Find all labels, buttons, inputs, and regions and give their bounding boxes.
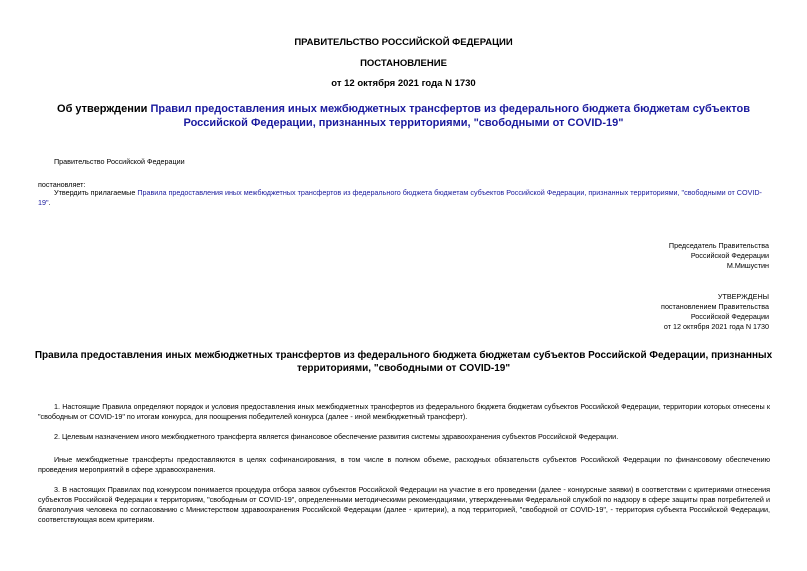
rules-title-link[interactable]: Правил предоставления иных межбюджетных трансфертов из федерального бюджета бюджетам субъектов Российской Федерации, признанных территориями, "свободными от COVID-19" bbox=[150, 103, 750, 129]
approved-date-number: от 12 октября 2021 года N 1730 bbox=[663, 322, 769, 331]
signature-block bbox=[469, 241, 769, 271]
rules-title: Правила предоставления иных межбюджетных трансфертов из федерального бюджета бюджетам субъектов Российской Федерации, признанных территориями, "свободными от COVID-19" bbox=[34, 350, 773, 374]
approve-paragraph bbox=[38, 188, 770, 208]
approved-by: постановлением Правительства bbox=[661, 302, 769, 311]
signature-name: М.Мишустин bbox=[726, 261, 769, 270]
approved-block bbox=[469, 292, 769, 332]
approve-prefix: Утвердить прилагаемые bbox=[54, 188, 138, 197]
signature-country: Российской Федерации bbox=[690, 251, 769, 260]
paragraph-2-continued: Иные межбюджетные трансферты предоставляются в целях софинансирования, в том числе в полном объеме, расходных обязательств субъектов Российской Федерации по финансовому обеспечению проведения мероприятий в сфере здравоохранения. bbox=[38, 455, 770, 474]
title-prefix: Об утверждении bbox=[57, 103, 151, 115]
resolves-text: постановляет: bbox=[38, 180, 86, 189]
approved-heading: УТВЕРЖДЕНЫ bbox=[717, 292, 769, 301]
approve-rules-link[interactable]: Правила предоставления иных межбюджетных трансфертов из федерального бюджета бюджетам субъектов Российской Федерации, признанных территориями, "свободными от COVID-19" bbox=[38, 188, 762, 207]
approved-country: Российской Федерации bbox=[690, 312, 769, 321]
paragraph-3: 3. В настоящих Правилах под конкурсом понимается процедура отбора заявок субъектов Российской Федерации на участие в его проведении (далее - конкурсные заявки) в соответствии с критериями отнесения субъектов Российской Федерации к территориям, "свободным от COVID-19", определенными методическими рекомендациями, утвержденными Федеральной службой по надзору в сфере защиты прав потребителей и благополучия человека по согласованию с Министерством здравоохранения Российской Федерации (далее - критерии), а под территорией, "свободной от COVID-19", - территория субъекта Российской Федерации, соответствующая всем критериям. bbox=[38, 485, 770, 524]
government-heading: ПРАВИТЕЛЬСТВО РОССИЙСКОЙ ФЕДЕРАЦИИ bbox=[294, 37, 513, 48]
paragraph-1: 1. Настоящие Правила определяют порядок и условия предоставления иных межбюджетных трансфертов из федерального бюджета бюджетам субъектов Российской Федерации, территории которых отнесены к "свободным от COVID-19" по итогам конкурса, для поощрения победителей конкурса (далее - иной межбюджетный трансферт). bbox=[38, 402, 770, 421]
intro-text: Правительство Российской Федерации bbox=[54, 157, 185, 166]
paragraph-2: 2. Целевым назначением иного межбюджетного трансферта является финансовое обеспечение развития системы здравоохранения субъектов Российской Федерации. bbox=[54, 432, 619, 441]
signature-position: Председатель Правительства bbox=[668, 241, 769, 250]
document-date-number: от 12 октября 2021 года N 1730 bbox=[331, 78, 476, 89]
document-title bbox=[30, 102, 777, 130]
document-type-heading: ПОСТАНОВЛЕНИЕ bbox=[360, 58, 447, 69]
approve-suffix: . bbox=[48, 198, 51, 207]
